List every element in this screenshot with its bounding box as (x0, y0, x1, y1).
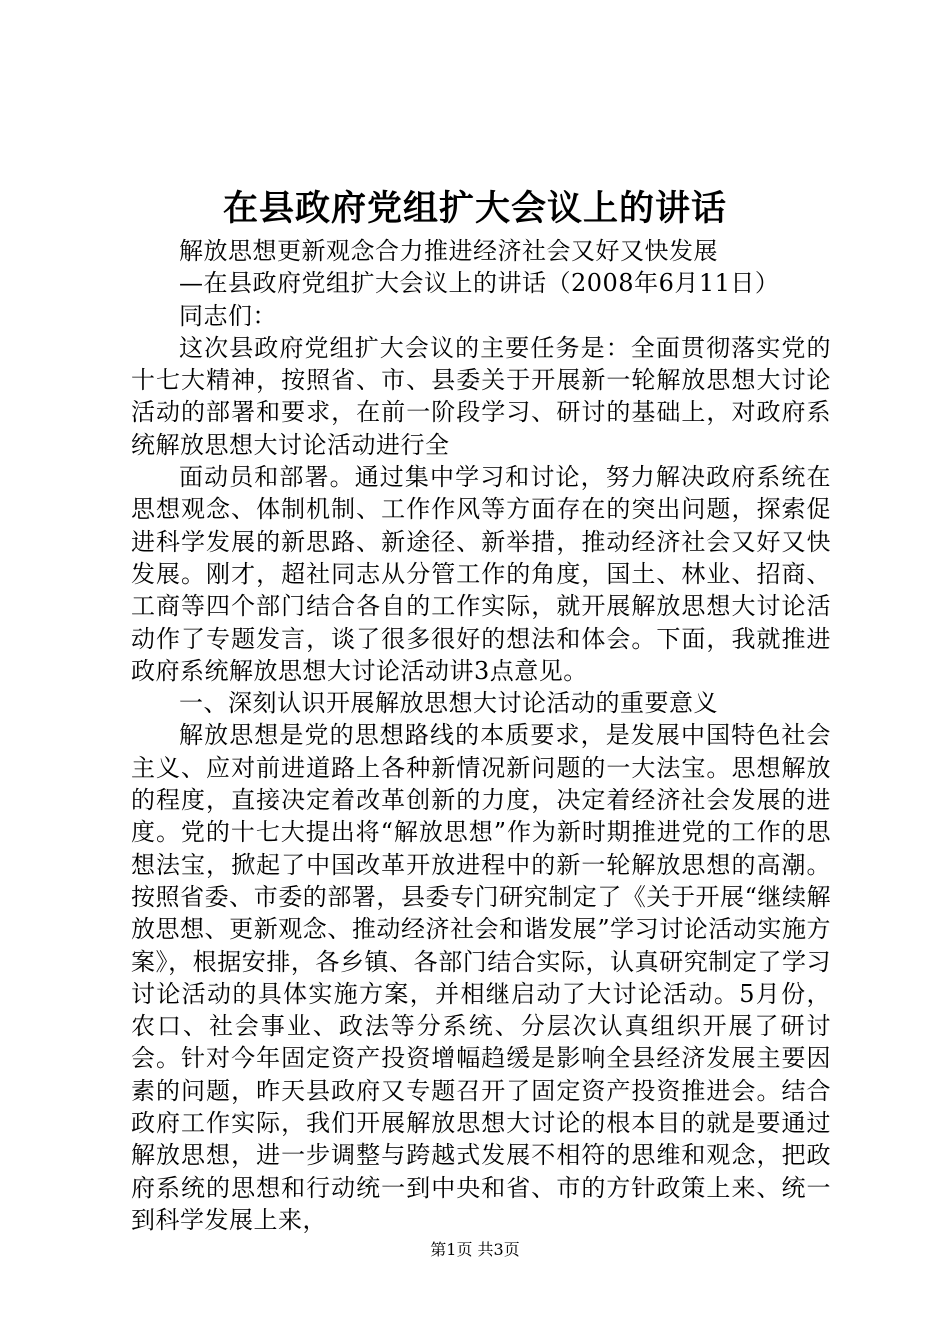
paragraph: 这次县政府党组扩大会议的主要任务是：全面贯彻落实党的十七大精神，按照省、市、县委关于开展新一轮解放思想大讨论活动的部署和要求，在前一阶段学习、研讨的基础上，对政府系统解放思想大讨论活动进行全 (131, 333, 831, 459)
paragraph: 解放思想是党的思想路线的本质要求，是发展中国特色社会主义、应对前进道路上各种新情况新问题的一大法宝。思想解放的程度，直接决定着改革创新的力度，决定着经济社会发展的进度。党的十七大提出将“解放思想”作为新时期推进党的工作的思想法宝，掀起了中国改革开放进程中的新一轮解放思想的高潮。按照省委、市委的部署，县委专门研究制定了《关于开展“继续解放思想、更新观念、推动经济社会和谐发展”学习讨论活动实施方案》，根据安排，各乡镇、各部门结合实际，认真研究制定了学习讨论活动的具体实施方案，并相继启动了大讨论活动。5月份，农口、社会事业、政法等分系统、分层次认真组织开展了研讨会。针对今年固定资产投资增幅趋缓是影响全县经济发展主要因素的问题，昨天县政府又专题召开了固定资产投资推进会。结合政府工作实际，我们开展解放思想大讨论的根本目的就是要通过解放思想，进一步调整与跨越式发展不相符的思维和观念，把政府系统的思想和行动统一到中央和省、市的方针政策上来、统一到科学发展上来， (131, 721, 831, 1234)
section-heading: 一、深刻认识开展解放思想大讨论活动的重要意义 (179, 689, 718, 718)
speech-info-line: —在县政府党组扩大会议上的讲话（2008年6月11日） (179, 269, 780, 298)
salutation: 同志们： (179, 301, 277, 330)
document-body (131, 235, 831, 1236)
page-number-footer: 第1页 共3页 (430, 1240, 520, 1259)
subtitle-line: 解放思想更新观念合力推进经济社会又好又快发展 (179, 237, 718, 265)
paragraph: 面动员和部署。通过集中学习和讨论，努力解决政府系统在思想观念、体制机制、工作作风等方面存在的突出问题，探索促进科学发展的新思路、新途径、新举措，推动经济社会又好又快发展。刚才，超社同志从分管工作的角度，国土、林业、招商、工商等四个部门结合各自的工作实际，就开展解放思想大讨论活动作了专题发言，谈了很多很好的想法和体会。下面，我就推进政府系统解放思想大讨论活动讲3点意见。 (131, 463, 831, 685)
document-title: 在县政府党组扩大会议上的讲话 (222, 188, 727, 229)
